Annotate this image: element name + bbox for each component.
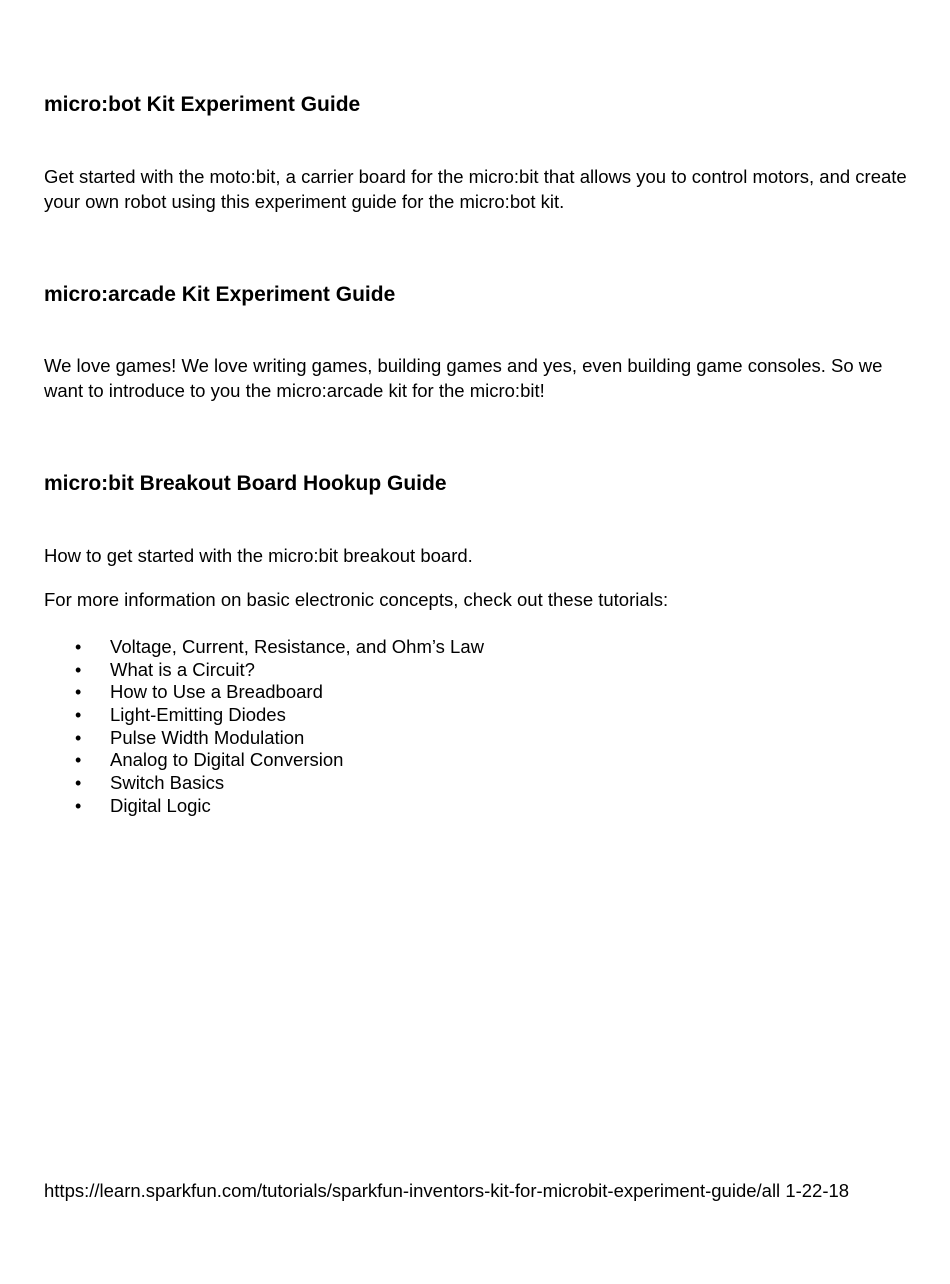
- section-title-microbot: micro:bot Kit Experiment Guide: [44, 93, 361, 116]
- tutorial-link[interactable]: What is a Circuit?: [110, 658, 255, 680]
- tutorial-link[interactable]: How to Use a Breadboard: [110, 681, 323, 703]
- section-description-microarcade: We love games! We love writing games, building games and yes, even building game consoles. So we want to introduce to you the micro:arcade kit for the micro:bit!: [44, 355, 883, 401]
- bullet-icon: •: [75, 637, 82, 657]
- section-title-breakout-board: micro:bit Breakout Board Hookup Guide: [44, 472, 447, 495]
- tutorial-link[interactable]: Pulse Width Modulation: [110, 726, 305, 748]
- tutorial-link[interactable]: Switch Basics: [110, 772, 225, 794]
- bullet-icon: •: [75, 705, 82, 726]
- bullet-icon: •: [75, 773, 82, 794]
- bullet-icon: •: [75, 750, 82, 771]
- page-footer: [44, 1179, 849, 1203]
- tutorial-link[interactable]: Digital Logic: [110, 794, 211, 816]
- tutorial-link[interactable]: Voltage, Current, Resistance, and Ohm’s Law: [110, 636, 484, 657]
- bullet-icon: •: [75, 795, 82, 816]
- bullet-icon: •: [75, 682, 82, 703]
- footer-url: https://learn.sparkfun.com/tutorials/sparkfun-inventors-kit-for-microbit-experiment-guide/all: [44, 1180, 781, 1201]
- tutorial-link[interactable]: Light-Emitting Diodes: [110, 704, 286, 726]
- section-description-microbot: Get started with the moto:bit, a carrier board for the micro:bit that allows you to control motors, and create your own robot using this experiment guide for the micro:bot kit.: [44, 166, 907, 212]
- bullet-icon: •: [75, 727, 82, 748]
- tutorials-intro: For more information on basic electronic concepts, check out these tutorials:: [44, 589, 669, 610]
- section-title-microarcade: micro:arcade Kit Experiment Guide: [44, 283, 396, 306]
- section-description-breakout-board: How to get started with the micro:bit breakout board.: [44, 545, 473, 566]
- tutorial-link[interactable]: Analog to Digital Conversion: [110, 749, 344, 771]
- footer-date: 1-22-18: [785, 1180, 850, 1201]
- bullet-icon: •: [75, 659, 82, 680]
